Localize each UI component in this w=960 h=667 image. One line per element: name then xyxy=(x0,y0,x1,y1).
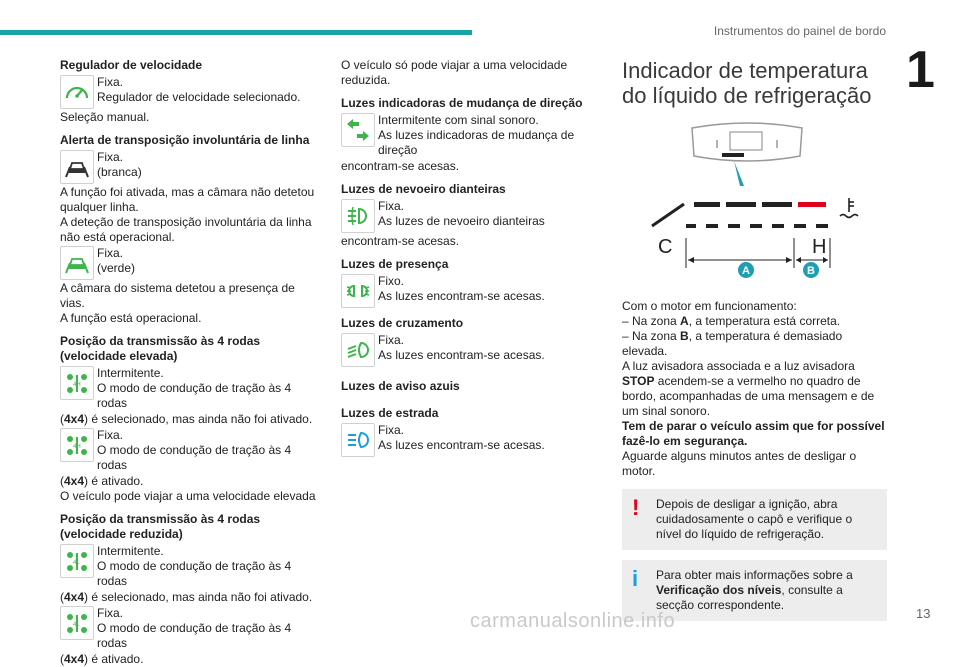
zone-b-label: B xyxy=(807,265,815,277)
4h-a3: (4x4) é selecionado, mas ainda não foi ativado. xyxy=(60,412,313,426)
turn-row xyxy=(341,113,603,158)
turn-arrows-icon xyxy=(341,113,375,147)
info-notice-text: Para obter mais informações sobre a Verificação dos níveis, consulte a secção correspondente. xyxy=(656,568,853,612)
gauge-segment-3 xyxy=(762,202,792,207)
lane-w2: (branca) xyxy=(97,165,142,179)
4h-a1: Intermitente. xyxy=(97,366,164,380)
zone-a-label: A xyxy=(742,265,750,277)
lane-g3: A câmara do sistema detetou a presença de vias. xyxy=(60,281,295,310)
speed-l3: Seleção manual. xyxy=(60,110,150,124)
4h-blink-row xyxy=(60,366,322,411)
svg-text:4H: 4H xyxy=(73,444,81,450)
turn-l1: Intermitente com sinal sonoro. xyxy=(378,113,539,127)
watermark: carmanualsonline.info xyxy=(470,610,676,632)
wait-text: Aguarde alguns minutos antes de desligar o motor. xyxy=(622,449,857,478)
lane-departure-green-icon xyxy=(60,246,94,280)
4l-fixed-row xyxy=(60,606,322,651)
pos-l1: Fixo. xyxy=(378,274,405,288)
page-number: 13 xyxy=(916,606,931,621)
4l-a1: Intermitente. xyxy=(97,544,164,558)
dipped-beam-heading: Luzes de cruzamento xyxy=(341,316,464,330)
warning-notice xyxy=(622,489,887,550)
4h-b2: O modo de condução de tração às 4 rodas xyxy=(97,443,292,472)
speedometer-icon xyxy=(60,75,94,109)
main-beam-heading: Luzes de estrada xyxy=(341,406,439,420)
zone-a-item: – Na zona A, a temperatura está correta. xyxy=(622,314,841,328)
gauge-svg xyxy=(622,118,887,293)
high-l2: As luzes encontram-se acesas. xyxy=(378,438,545,452)
fog-l3: encontram-se acesas. xyxy=(341,234,460,248)
4h-b1: Fixa. xyxy=(97,428,124,442)
lane-departure-heading: Alerta de transposição involuntária de linha xyxy=(60,133,310,147)
svg-text:4H: 4H xyxy=(73,382,81,388)
lane-w1: Fixa. xyxy=(97,150,124,164)
stop-vehicle-text: Tem de parar o veículo assim que for possível fazê-lo em segurança. xyxy=(622,419,885,448)
coolant-temp-title: Indicador de temperatura do líquido de refrigeração xyxy=(622,58,872,108)
gauge-h-label: H xyxy=(812,236,827,258)
turn-l2: As luzes indicadoras de mudança de direção xyxy=(378,128,575,157)
fog-row xyxy=(341,199,603,233)
coolant-temp-icon xyxy=(840,198,858,218)
lane-g4: A função está operacional. xyxy=(60,311,202,325)
side-lights-row xyxy=(341,274,603,308)
4l-a2: O modo de condução de tração às 4 rodas xyxy=(97,559,292,588)
gauge-segment-2 xyxy=(726,202,756,207)
speed-l1: Fixa. xyxy=(97,75,124,89)
4h-b3: (4x4) é ativado. xyxy=(60,474,144,488)
4h-drive-fixed-icon xyxy=(60,428,94,462)
4l-drive-fixed-icon xyxy=(60,606,94,640)
lane-w4: A deteção de transposição involuntária da linha não está operacional. xyxy=(60,215,312,244)
4l-blink-row xyxy=(60,544,322,589)
lane-green-row xyxy=(60,246,322,280)
lane-w3: A função foi ativada, mas a câmara não detetou qualquer linha. xyxy=(60,185,315,214)
section-title: Instrumentos do painel de bordo xyxy=(713,24,886,38)
header-accent-bar xyxy=(0,30,472,35)
4l-drive-icon xyxy=(60,544,94,578)
coolant-gauge-diagram xyxy=(622,118,887,293)
side-lights-heading: Luzes de presença xyxy=(341,257,449,271)
dipped-beam-row xyxy=(341,333,603,367)
lane-white-row xyxy=(60,150,322,184)
4h-fixed-row xyxy=(60,428,322,473)
chapter-number: 1 xyxy=(906,41,935,99)
speed-l2: Regulador de velocidade selecionado. xyxy=(97,90,301,104)
gauge-c-label: C xyxy=(658,236,673,258)
warning-light-text-2: STOP acendem-se a vermelho no quadro de bordo, acompanhadas de uma mensagem e de um sinal sonoro. xyxy=(622,374,875,418)
column-right xyxy=(622,58,887,621)
reduced-speed-note: O veículo só pode viajar a uma velocidade reduzida. xyxy=(341,58,568,87)
low-l1: Fixa. xyxy=(378,333,405,347)
lane-departure-white-icon xyxy=(60,150,94,184)
front-fog-icon xyxy=(341,199,375,233)
gauge-segment-1 xyxy=(694,202,720,207)
warning-light-text-1: A luz avisadora associada e a luz avisadora xyxy=(622,359,855,373)
4h-drive-icon xyxy=(60,366,94,400)
fog-l2: As luzes de nevoeiro dianteiras xyxy=(378,214,545,228)
fog-l1: Fixa. xyxy=(378,199,405,213)
turn-l3: encontram-se acesas. xyxy=(341,159,460,173)
4l-a3: (4x4) é selecionado, mas ainda não foi ativado. xyxy=(60,590,313,604)
side-lights-icon xyxy=(341,274,375,308)
pos-l2: As luzes encontram-se acesas. xyxy=(378,289,545,303)
dashboard-screen xyxy=(730,132,762,150)
dashboard-outline xyxy=(692,123,802,161)
main-beam-row xyxy=(341,423,603,457)
main-beam-icon xyxy=(341,423,375,457)
svg-text:4L: 4L xyxy=(73,560,80,566)
dipped-beam-icon xyxy=(341,333,375,367)
warning-exclamation-icon: ! xyxy=(632,495,640,520)
high-l1: Fixa. xyxy=(378,423,405,437)
fog-heading: Luzes de nevoeiro dianteiras xyxy=(341,182,506,196)
speed-regulator-heading: Regulador de velocidade xyxy=(60,58,203,72)
warning-notice-text: Depois de desligar a ignição, abra cuidadosamente o capô e verifique o nível do líquido de refrigeração. xyxy=(656,497,853,541)
gauge-ramp xyxy=(652,204,684,226)
low-l2: As luzes encontram-se acesas. xyxy=(378,348,545,362)
callout-pointer xyxy=(734,161,744,186)
column-middle xyxy=(341,58,603,458)
dashboard-gauge-bar xyxy=(722,153,744,157)
lane-g2: (verde) xyxy=(97,261,136,275)
gauge-segment-red xyxy=(798,202,826,207)
4l-b3: (4x4) é ativado. xyxy=(60,652,144,666)
4l-b1: Fixa. xyxy=(97,606,124,620)
engine-running-text: Com o motor em funcionamento: xyxy=(622,299,797,313)
info-icon: i xyxy=(632,566,639,591)
zone-b-item: – Na zona B, a temperatura é demasiado elevada. xyxy=(622,329,843,358)
svg-text:4L: 4L xyxy=(73,622,80,628)
turn-signals-heading: Luzes indicadoras de mudança de direção xyxy=(341,96,583,110)
lane-g1: Fixa. xyxy=(97,246,124,260)
blue-lights-heading: Luzes de aviso azuis xyxy=(341,379,460,393)
4h-a2: O modo de condução de tração às 4 rodas xyxy=(97,381,292,410)
4h-b4: O veículo pode viajar a uma velocidade elevada xyxy=(60,489,316,503)
4l-b2: O modo de condução de tração às 4 rodas xyxy=(97,621,292,650)
speed-regulator-row xyxy=(60,75,322,109)
4h-heading: Posição da transmissão às 4 rodas (velocidade elevada) xyxy=(60,334,261,363)
4l-heading: Posição da transmissão às 4 rodas (velocidade reduzida) xyxy=(60,512,261,541)
column-left xyxy=(60,58,322,667)
